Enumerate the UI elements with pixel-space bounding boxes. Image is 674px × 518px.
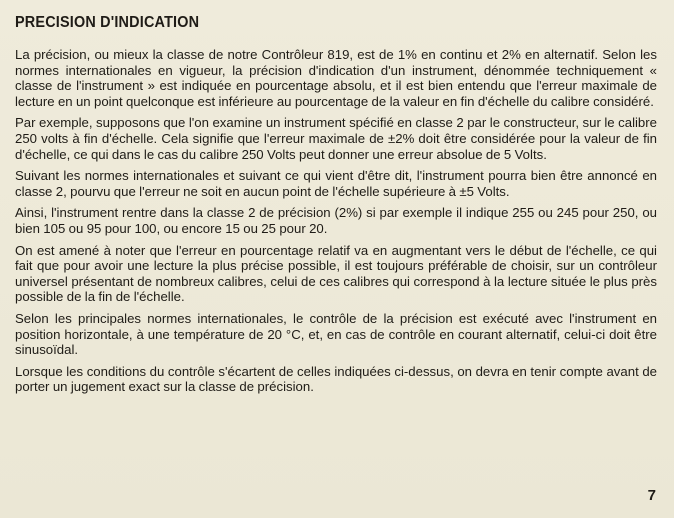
paragraph: Suivant les normes internationales et suivant ce qui vient d'être dit, l'instrument pourra bien être annoncé en classe 2, pourvu que l'erreur ne soit en aucun point de l'échelle supérieure à ±5 Volts.	[15, 168, 657, 199]
paragraph: Par exemple, supposons que l'on examine un instrument spécifié en classe 2 par le constructeur, sur le calibre 250 volts à fin d'échelle. Cela signifie que l'erreur maximale de ±2% doit être considérée pour la valeur de fin d'échelle, ce qui dans le cas du calibre 250 Volts peut donner une erreur absolue de 5 Volts.	[15, 115, 657, 162]
paragraph: Selon les principales normes internationales, le contrôle de la précision est exécuté avec l'instrument en position horizontale, à une température de 20 °C, et, en cas de contrôle en courant alternatif, celui-ci doit être sinusoïdal.	[15, 310, 657, 358]
body-text	[15, 47, 657, 401]
page-number: 7	[647, 487, 656, 504]
paragraph: Lorsque les conditions du contrôle s'écartent de celles indiquées ci-dessus, on devra en tenir compte avant de porter un jugement exact sur la classe de précision.	[15, 363, 657, 395]
paragraph: On est amené à noter que l'erreur en pourcentage relatif va en augmentant vers le début de l'échelle, ce qui fait que pour avoir une lecture la plus précise possible, il est toujours préférable de choisir, sur un contrôleur universel présentant de nombreux calibres, celui de ces calibres qui correspond à la lecture située le plus près possible de la fin de l'échelle.	[15, 242, 657, 305]
paragraph: Ainsi, l'instrument rentre dans la classe 2 de précision (2%) si par exemple il indique 255 ou 245 pour 250, ou bien 105 ou 95 pour 100, ou encore 15 ou 25 pour 20.	[15, 205, 657, 236]
paragraph: La précision, ou mieux la classe de notre Contrôleur 819, est de 1% en continu et 2% en alternatif. Selon les normes internationales en vigueur, la précision d'indication d'un instrument, dénommée techniquement « classe de l'instrument » est indiquée en pourcentage absolu, et il est bien entendu que l'erreur maximale de lecture en un point quelconque est inférieure au pourcentage de la valeur en fin d'échelle du calibre considéré.	[15, 47, 657, 109]
section-title: PRECISION D'INDICATION	[15, 14, 200, 31]
